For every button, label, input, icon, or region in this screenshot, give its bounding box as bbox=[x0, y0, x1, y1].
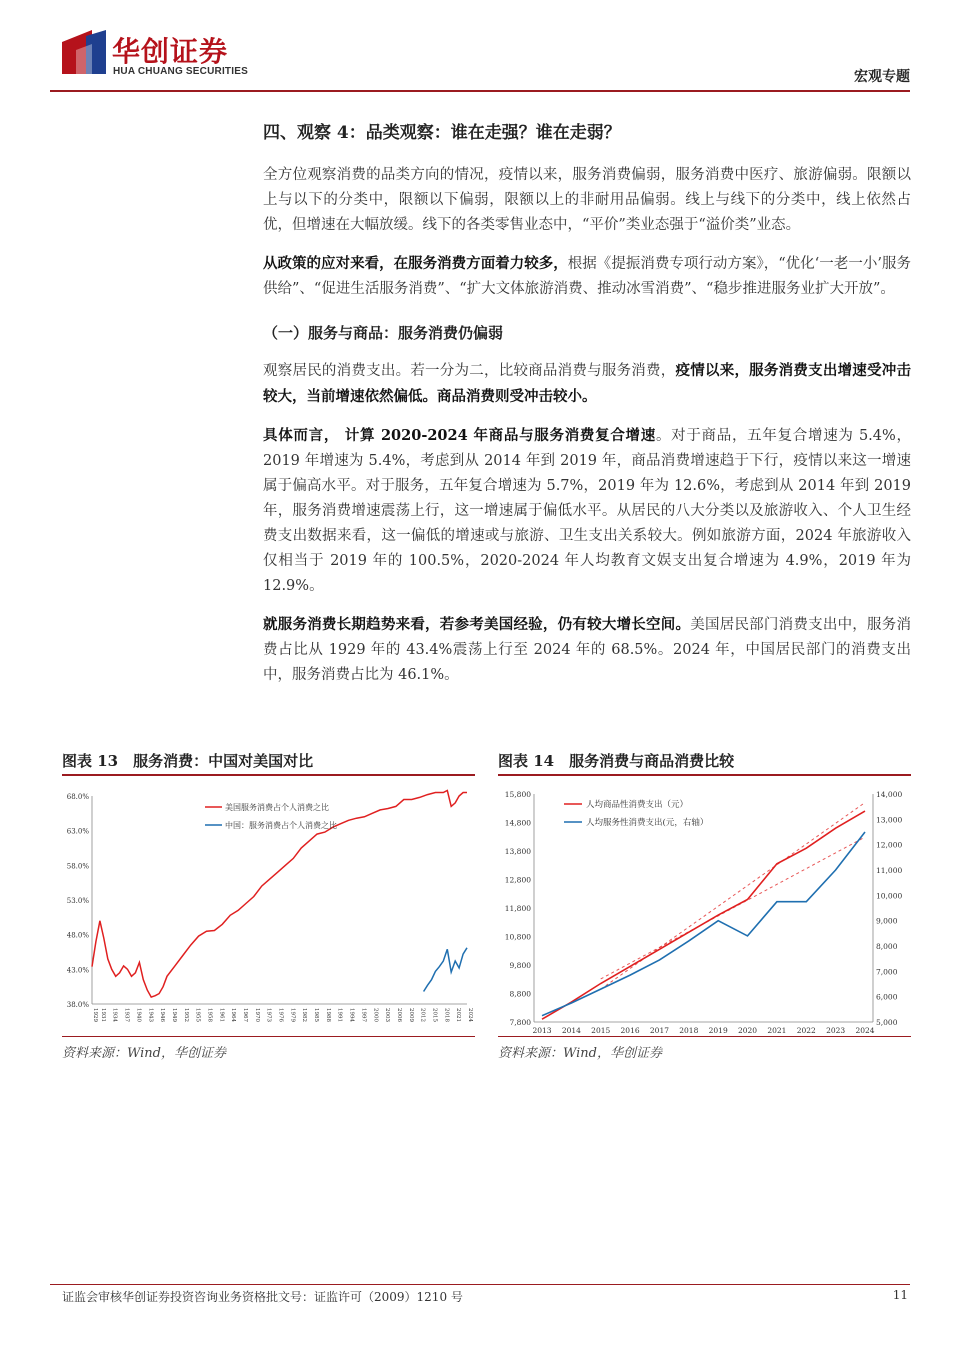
paragraph-4 bbox=[263, 423, 911, 599]
figure-13 bbox=[62, 750, 475, 1061]
x-tick-label: 1976 bbox=[277, 1008, 284, 1022]
x-tick-label: 1988 bbox=[324, 1008, 331, 1022]
header-divider bbox=[50, 90, 910, 92]
x-tick-label: 2003 bbox=[384, 1008, 391, 1022]
legend-label: 中国：服务消费占个人消费之比 bbox=[225, 821, 337, 830]
figure-13-title: 图表 13 服务消费：中国对美国对比 bbox=[62, 752, 314, 770]
y-left-tick-label: 8,800 bbox=[509, 989, 531, 999]
paragraph-4-bold: 具体而言， 计算 2020-2024 年商品与服务消费复合增速 bbox=[263, 427, 656, 444]
x-tick-label: 1929 bbox=[92, 1008, 98, 1022]
y-left-tick-label: 11,800 bbox=[504, 904, 531, 913]
subsection-title: （一）服务与商品：服务消费仍偏弱 bbox=[263, 324, 504, 342]
y-right-tick-label: 14,000 bbox=[876, 790, 903, 799]
y-right-tick-label: 12,000 bbox=[876, 840, 903, 850]
x-tick-label: 2019 bbox=[708, 1026, 728, 1035]
x-tick-label: 2023 bbox=[826, 1026, 846, 1035]
y-left-tick-label: 7,800 bbox=[509, 1018, 531, 1027]
paragraph-4-text: 。对于商品，五年复合增速为 5.4%，2019 年增速为 5.4%，考虑到从 2014 年到 2019 年，商品消费增速趋于下行，疫情以来这一增速属于偏高水平。对于服务，五年复合增速为 5.7%，2019 年为 12.6%，考虑到从 2014 年到 2019 年，服务消费增速震荡上行，这一增速属于偏低水平。从居民的八大分类以及旅游收入、个人卫生经费支出数据来看，这一偏低的增速或与旅游、卫生支出关系较大。例如旅游方面，2024 年旅游收入仅相当于 2019 年的 100.5%，2020-2024 年人均教育文娱支出复合增速为 4.9%，2019 年为 12.9%。 bbox=[263, 428, 911, 594]
paragraph-5-bold: 就服务消费长期趋势来看，若参考美国经验，仍有较大增长空间。 bbox=[263, 616, 691, 633]
x-tick-label: 1937 bbox=[123, 1008, 130, 1022]
x-tick-label: 1955 bbox=[194, 1008, 201, 1022]
y-left-tick-label: 9,800 bbox=[509, 961, 531, 970]
y-right-tick-label: 10,000 bbox=[876, 891, 903, 901]
x-tick-label: 1979 bbox=[289, 1008, 296, 1022]
page-header bbox=[0, 0, 960, 92]
x-tick-label: 1964 bbox=[230, 1008, 237, 1022]
y-right-tick-label: 5,000 bbox=[876, 1018, 898, 1027]
x-tick-label: 2013 bbox=[532, 1026, 552, 1035]
x-tick-label: 1997 bbox=[360, 1008, 367, 1022]
x-tick-label: 1961 bbox=[218, 1008, 225, 1022]
paragraph-3-bold: 疫情以来，服务消费支出增速受冲击较大，当前增速依然偏低。商品消费则受冲击较小。 bbox=[263, 362, 912, 405]
footer-divider bbox=[50, 1284, 910, 1285]
y-left-tick-label: 10,800 bbox=[504, 932, 531, 942]
chart-goods-vs-services bbox=[498, 776, 911, 1036]
x-tick-label: 2000 bbox=[372, 1008, 379, 1022]
paragraph-5-text: 美国居民部门消费支出中，服务消费占比从 1929 年的 43.4%震荡上行至 2024 年的 68.5%。2024 年，中国居民部门的消费支出中，服务消费占比为 46.1%。 bbox=[263, 617, 912, 683]
x-tick-label: 2024 bbox=[855, 1026, 875, 1035]
x-tick-label: 1967 bbox=[242, 1008, 248, 1022]
x-tick-label: 2015 bbox=[591, 1026, 611, 1035]
x-tick-label: 2021 bbox=[455, 1008, 462, 1022]
x-tick-label: 1949 bbox=[170, 1008, 177, 1022]
x-tick-label: 1940 bbox=[135, 1008, 142, 1022]
x-tick-label: 1973 bbox=[265, 1008, 272, 1022]
x-tick-label: 2022 bbox=[796, 1026, 816, 1035]
x-tick-label: 1985 bbox=[313, 1008, 320, 1022]
x-tick-label: 1943 bbox=[147, 1008, 154, 1022]
figure-13-chart-box bbox=[62, 776, 475, 1037]
x-tick-label: 1958 bbox=[206, 1008, 213, 1022]
chart-service-share bbox=[62, 776, 475, 1036]
legend-label: 人均服务性消费支出(元，右轴） bbox=[586, 818, 709, 828]
paragraph-2-text: 根据《提振消费专项行动方案》，“优化‘一老一小’服务供给”、“促进生活服务消费”、“扩大文体旅游消费、推动冰雪消费”、“稳步推进服务业扩大开放”。 bbox=[263, 256, 911, 297]
y-tick-label: 38.0% bbox=[66, 1001, 89, 1009]
y-tick-label: 63.0% bbox=[66, 827, 89, 836]
y-tick-label: 58.0% bbox=[66, 862, 89, 871]
y-right-tick-label: 13,000 bbox=[876, 815, 903, 825]
paragraph-2 bbox=[263, 251, 911, 302]
x-tick-label: 2006 bbox=[395, 1008, 402, 1022]
y-right-tick-label: 8,000 bbox=[876, 942, 898, 951]
x-tick-label: 1982 bbox=[301, 1008, 308, 1022]
article-body bbox=[263, 118, 911, 701]
paragraph-3 bbox=[263, 358, 911, 410]
x-tick-label: 1946 bbox=[159, 1008, 166, 1022]
legend-label: 美国服务消费占个人消费之比 bbox=[225, 803, 329, 812]
paragraph-1: 全方位观察消费的品类方向的情况，疫情以来，服务消费偏弱，服务消费中医疗、旅游偏弱。限额以上与以下的分类中，限额以下偏弱，限额以上的非耐用品偏弱。线上与线下的分类中，线上依然占优，但增速在大幅放缓。线下的各类零售业态中，“平价”类业态强于“溢价类”业态。 bbox=[263, 167, 911, 233]
x-tick-label: 2017 bbox=[649, 1026, 670, 1035]
x-tick-label: 2012 bbox=[419, 1008, 426, 1022]
x-tick-label: 2020 bbox=[737, 1026, 758, 1035]
x-tick-label: 2018 bbox=[443, 1008, 450, 1022]
company-name-cn: 华创证券 bbox=[112, 35, 229, 68]
series-line-goods bbox=[542, 811, 865, 1019]
x-tick-label: 2021 bbox=[767, 1026, 787, 1035]
y-right-tick-label: 6,000 bbox=[876, 992, 898, 1002]
company-logo-icon bbox=[62, 30, 106, 74]
paragraph-2-bold: 从政策的应对来看，在服务消费方面着力较多， bbox=[263, 255, 568, 272]
figure-14-chart-box bbox=[498, 776, 911, 1037]
figure-13-source: 资料来源：Wind，华创证券 bbox=[62, 1046, 226, 1061]
y-tick-label: 48.0% bbox=[66, 931, 89, 940]
x-tick-label: 1952 bbox=[182, 1008, 189, 1022]
figure-14-source: 资料来源：Wind，华创证券 bbox=[498, 1046, 662, 1061]
x-tick-label: 2018 bbox=[679, 1026, 699, 1035]
company-name-en: HUA CHUANG SECURITIES bbox=[113, 66, 248, 77]
x-tick-label: 1931 bbox=[99, 1008, 106, 1022]
legend-label: 人均商品性消费支出（元） bbox=[586, 800, 689, 810]
y-tick-label: 53.0% bbox=[66, 897, 89, 905]
y-right-tick-label: 9,000 bbox=[876, 916, 898, 926]
x-tick-label: 2014 bbox=[561, 1026, 581, 1035]
x-tick-label: 2024 bbox=[467, 1008, 473, 1022]
y-left-tick-label: 15,800 bbox=[504, 790, 531, 799]
section-title: 四、观察 4：品类观察：谁在走强？谁在走弱？ bbox=[263, 123, 621, 143]
y-right-tick-label: 11,000 bbox=[876, 866, 903, 875]
page-number: 11 bbox=[892, 1288, 908, 1302]
x-tick-label: 1991 bbox=[336, 1008, 343, 1022]
y-left-tick-label: 14,800 bbox=[504, 818, 531, 828]
figure-14 bbox=[498, 750, 911, 1061]
x-tick-label: 2015 bbox=[431, 1008, 438, 1022]
x-tick-label: 1994 bbox=[348, 1008, 355, 1022]
y-left-tick-label: 12,800 bbox=[504, 875, 531, 885]
figure-14-title: 图表 14 服务消费与商品消费比较 bbox=[498, 752, 735, 770]
report-category: 宏观专题 bbox=[854, 69, 910, 85]
footer-license: 证监会审核华创证券投资咨询业务资格批文号：证监许可（2009）1210 号 bbox=[62, 1290, 463, 1304]
x-tick-label: 2016 bbox=[620, 1026, 640, 1035]
x-tick-label: 1970 bbox=[253, 1008, 260, 1022]
x-tick-label: 1934 bbox=[111, 1008, 118, 1022]
paragraph-3-text: 观察居民的消费支出。若一分为二，比较商品消费与服务消费， bbox=[263, 363, 676, 379]
y-right-tick-label: 7,000 bbox=[876, 967, 898, 977]
y-tick-label: 68.0% bbox=[66, 793, 89, 801]
paragraph-5 bbox=[263, 612, 911, 688]
x-tick-label: 2009 bbox=[407, 1008, 414, 1022]
y-left-tick-label: 13,800 bbox=[504, 847, 531, 856]
series-line-china bbox=[424, 948, 467, 992]
y-tick-label: 43.0% bbox=[66, 966, 89, 975]
